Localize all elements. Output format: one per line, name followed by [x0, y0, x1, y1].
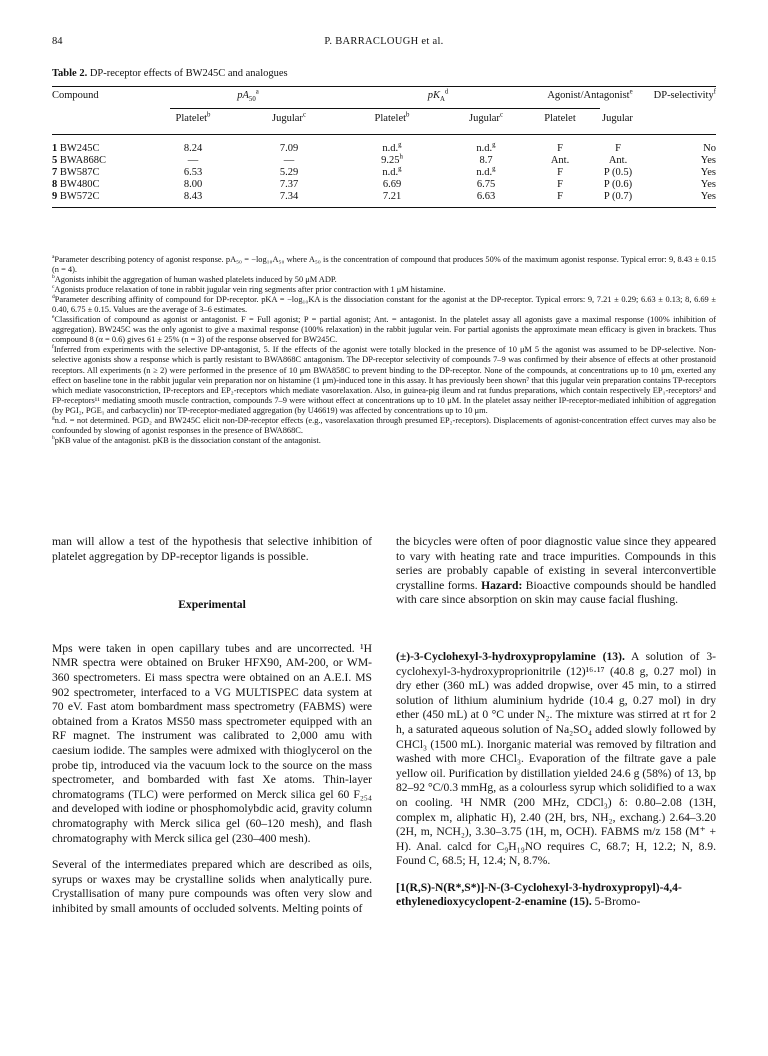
cell-sel: Yes	[700, 155, 716, 166]
col-header-pka: $pK_A^d$	[427, 88, 449, 104]
running-head: P. BARRACLOUGH et al.	[324, 36, 444, 47]
col-header-pa50: $pA_{50}^a$	[237, 88, 259, 104]
subheader-ag-jugular: Jugular	[602, 113, 633, 124]
table-header	[52, 90, 716, 106]
footnote-e: $^e$Classification of compound as agonist or antagonist. F = Full agonist; P = partial agonist; Ant. = antagonist. In the platelet assay all agonists gave a maximal response (100% inhibition of aggregation). BW245C was the only agonist to give a maximal response (100% relaxation) in the rabbit jugular vein. For partial agonists the approximate mean efficacy is given in brackets. Thus compound 8 (α = 0.6) gives 61 ± 25% (n = 3) of the response observed for BW245C.	[52, 314, 716, 345]
compound-13-paragraph: (±)-3-Cyclohexyl-3-hydroxypropylamine (13). A solution of 3-cyclohexyl-3-hydroxyproprionitrile (12)¹⁶·¹⁷ (40.8 g, 0.27 mol) in dry ether (360 mL) was added dropwise, over 45 min, to a stirred solution of lithium aluminium hydride (10.4 g, 0.27 mol) in dry ether (450 mL) at 0 °C under N₂. The mixture was stirred at rt for 2 h, a saturated aqueous solution of Na₂SO₄ added slowly followed by CHCl₃ (1500 mL). Inorganic material was removed by filtration and washed with more CHCl₃. Evaporation of the filtrate gave a pale yellow oil. Purification by distillation yielded 24.6 g (58%) of 13, bp 82–92 °C/0.3 mmHg, as a colourless syrup which solidified to a wax on cooling. ¹H NMR (200 MHz, CDCl₃) δ: 0.80–2.08 (13H, complex m, aliphatic H), 2.40 (2H, brs, NH₂, exchang.) 2.64–3.20 (2H, m, NCH₂), 3.30–3.75 (1H, m, OCH). FABMS m/z 158 (M⁺ + H). Anal. calcd for C₉H₁₉NO requires C, 68.7; H, 12.2; N, 8.9. Found C, 68.5; H, 12.4; N, 8.7%.	[396, 649, 716, 868]
cell-pk-jug: n.d.$^g$	[476, 165, 496, 178]
col-header-compound: Compound	[52, 90, 99, 101]
subheader-pk-jugular: Jugular$^c$	[469, 111, 503, 124]
table-caption	[52, 68, 288, 79]
footnote-d: $^d$Parameter describing affinity of compound for DP-receptor. pKA = −log₁₀KA is the dissociation constant for the agonist at the DP-receptor. Typical errors: 9, 7.21 ± 0.29; 6.63 ± 0.13; 8, 6.69 ± 0.40, 6.75 ± 0.15. Values are the average of 3–6 estimates.	[52, 294, 716, 315]
compound-15-title: [1(R,S)-N(R*,S*)]-N-(3-Cyclohexyl-3-hydroxypropyl)-4,4-ethylenedioxycyclopent-2-enamine (15).	[396, 880, 682, 909]
footnote-c: $^c$Agonists produce relaxation of tone in rabbit jugular vein ring segments after prior contraction with 1 μM histamine.	[52, 284, 446, 295]
table-row	[52, 167, 716, 179]
cell-sel: Yes	[700, 167, 716, 178]
cell-pk-plt: 7.21	[382, 191, 402, 202]
cell-pa-plt: —	[187, 155, 199, 166]
right-column	[396, 535, 716, 910]
experimental-paragraph-2: Several of the intermediates prepared which are described as oils, syrups or waxes may be crystalline solids when analytically pure. Crystallisation of many pure compounds was often very slow and inhibited by small amounts of occluded solvents. Melting points of	[52, 858, 372, 915]
table-top-rule	[52, 86, 716, 87]
experimental-paragraph-1: Mps were taken in open capillary tubes and are uncorrected. ¹H NMR spectra were obtained on Bruker HFX90, AM-200, or WM-360 spectrometers. Ei mass spectra were obtained on an A.E.I. MS 902 spectrometer, interfaced to a VG MULTISPEC data system at 70 eV. Fast atom bombardment mass spectrometry (FABMS) were obtained from a Kratos MS50 mass spectrometer equipped with an RF magnet. The instrument was calibrated to 2,000 amu with caesium iodide. The samples were admixed with thioglycerol on the probe tip, introduced via the vacuum lock to the source on the mass spectrometer, and bombarded with fast Xe atoms. Thin-layer chromatograms (TLC) were performed on Merck silica gel 60 F₂₅₄ and developed with iodine or phosphomolybdic acid, gravity column chromatography with Merck silica gel (60–120 mesh), and flash chromatography with Merck silica gel (230–400 mesh).	[52, 641, 372, 845]
cell-compound: 8 BW480C	[52, 179, 100, 190]
subheader-pa-platelet: Platelet$^b$	[175, 111, 211, 124]
header-span-rule	[170, 108, 600, 109]
cell-ag-plt: F	[557, 167, 563, 178]
right-paragraph-1: the bicycles were often of poor diagnostic value since they appeared to vary with heating rate and trace impurities. Compounds in this series are probably capable of existing in several interconvertible crystalline forms. Hazard: Bioactive compounds should be handled with care since absorption on skin may cause facial flushing.	[396, 535, 716, 607]
cell-compound: 9 BW572C	[52, 191, 100, 202]
table-label: Table 2.	[52, 68, 88, 79]
compound-13-title: (±)-3-Cyclohexyl-3-hydroxypropylamine (13).	[396, 649, 625, 663]
cell-sel: Yes	[700, 179, 716, 190]
cell-compound: 5 BWA868C	[52, 155, 106, 166]
table-row	[52, 155, 716, 167]
table-header-rule	[52, 134, 716, 135]
compound-15-paragraph: [1(R,S)-N(R*,S*)]-N-(3-Cyclohexyl-3-hydroxypropyl)-4,4-ethylenedioxycyclopent-2-enamine (15). 5-Bromo-	[396, 880, 682, 909]
section-title-experimental: Experimental	[178, 598, 246, 612]
cell-pa-plt: 8.43	[183, 191, 203, 202]
cell-pa-jug: 5.29	[279, 167, 299, 178]
cell-ag-jug: P (0.7)	[603, 191, 633, 202]
cell-pa-jug: 7.34	[279, 191, 299, 202]
table-row	[52, 143, 716, 155]
cell-pk-plt: n.d.$^g$	[382, 141, 402, 154]
cell-ag-jug: P (0.6)	[603, 179, 633, 190]
footnote-a: $^a$Parameter describing potency of agonist response. pA₅₀ = −log₁₀A₅₀ where A₅₀ is the concentration of compound that produces 50% of the maximum agonist response. Typical error: 9, 8.43 ± 0.15 (n = 4).	[52, 254, 716, 275]
table-footnotes	[52, 255, 716, 446]
footnote-b: $^b$Agonists inhibit the aggregation of human washed platelets induced by 50 μM ADP.	[52, 274, 337, 285]
cell-pk-plt: 6.69	[382, 179, 402, 190]
subheader-ag-platelet: Platelet	[544, 113, 576, 124]
col-header-agonist-antagonist: Agonist/Antagonist$^e$	[547, 88, 633, 101]
table-caption-text: DP-receptor effects of BW245C and analogues	[89, 68, 288, 79]
cell-pk-plt: 9.25$^h$	[381, 153, 403, 166]
cell-ag-plt: F	[557, 191, 563, 202]
cell-ag-plt: F	[557, 143, 563, 154]
cell-ag-jug: F	[615, 143, 621, 154]
table-row	[52, 179, 716, 191]
cell-pk-jug: 6.63	[476, 191, 496, 202]
cell-compound: 7 BW587C	[52, 167, 100, 178]
cell-sel: Yes	[700, 191, 716, 202]
cell-pa-plt: 8.24	[183, 143, 203, 154]
cell-pa-plt: 6.53	[183, 167, 203, 178]
col-header-dp-selectivity: DP-selectivity$^f$	[653, 88, 716, 101]
table-bottom-rule	[52, 207, 716, 208]
table-subheader	[52, 113, 716, 129]
left-column	[52, 535, 372, 916]
subheader-pa-jugular: Jugular$^c$	[272, 111, 306, 124]
intro-paragraph: man will allow a test of the hypothesis that selective inhibition of platelet aggregation by DP-receptor ligands is possible.	[52, 535, 372, 563]
page-number: 84	[52, 36, 63, 47]
cell-pk-jug: 8.7	[479, 155, 493, 166]
table-body	[52, 143, 716, 203]
cell-pa-jug: 7.09	[279, 143, 299, 154]
cell-pa-jug: —	[283, 155, 295, 166]
cell-sel: No	[703, 143, 716, 154]
cell-ag-plt: F	[557, 179, 563, 190]
cell-pk-plt: n.d.$^g$	[382, 165, 402, 178]
footnote-g: $^g$n.d. = not determined. PGD₂ and BW245C elicit non-DP-receptor effects (e.g., vasorelaxation through presumed EP₂-receptors). Displacements of agonist-concentration effect curves may also be confounded by slowing of agonist responses in the presence of BWA868C.	[52, 414, 716, 435]
table-row	[52, 191, 716, 203]
cell-pk-jug: n.d.$^g$	[476, 141, 496, 154]
cell-ag-jug: P (0.5)	[603, 167, 633, 178]
cell-ag-plt: Ant.	[550, 155, 570, 166]
hazard-label: Hazard:	[481, 578, 523, 592]
cell-pk-jug: 6.75	[476, 179, 496, 190]
cell-pa-plt: 8.00	[183, 179, 203, 190]
cell-ag-jug: Ant.	[608, 155, 628, 166]
cell-compound: 1 BW245C	[52, 143, 100, 154]
footnote-h: $^h$pKB value of the antagonist. pKB is the dissociation constant of the antagonist.	[52, 435, 321, 445]
subheader-pk-platelet: Platelet$^b$	[374, 111, 410, 124]
cell-pa-jug: 7.37	[279, 179, 299, 190]
footnote-f: $^f$Inferred from experiments with the selective DP-antagonist, 5. If the effects of the agonist were totally blocked in the presence of 10 μM 5 the agonist was assumed to be DP-selective. Non-selective agonists show a response which is partly resistant to BWA868C antagonism. The DP-receptor selectivity of compounds 7–9 was confirmed by their absence of effects at other prostanoid receptors. All experiments (n ≥ 2) were performed in the presence of 10 μm BWA858C to prevent binding to the DP-receptor. None of the compounds, at concentrations up to 10 μm, exerted any effect on baseline tone in the rabbit jugular vein preparation nor on histamine (1 μm)-induced tone in this assay. It has previously been shown⁷ that this jugular vein preparation contains TP-receptors which mediate vasoconstriction, IP-receptors and EP₂-receptors which mediate vasorelaxation. Also, in guinea-pig ileum and rat fundus preparations, which contain respectively EP₁-receptors² and FP-receptors¹¹ mediating smooth muscle contraction, compounds 7–9 were without effect at concentrations up to 10 μM. In the platelet assay neither IP-receptor-mediated inhibition of aggregation (by PGI₂, PGE₁ and carbacyclin) nor TP-receptor-mediated aggregation (by U46619) was affected by concentrations up to 10 μm.	[52, 344, 716, 415]
